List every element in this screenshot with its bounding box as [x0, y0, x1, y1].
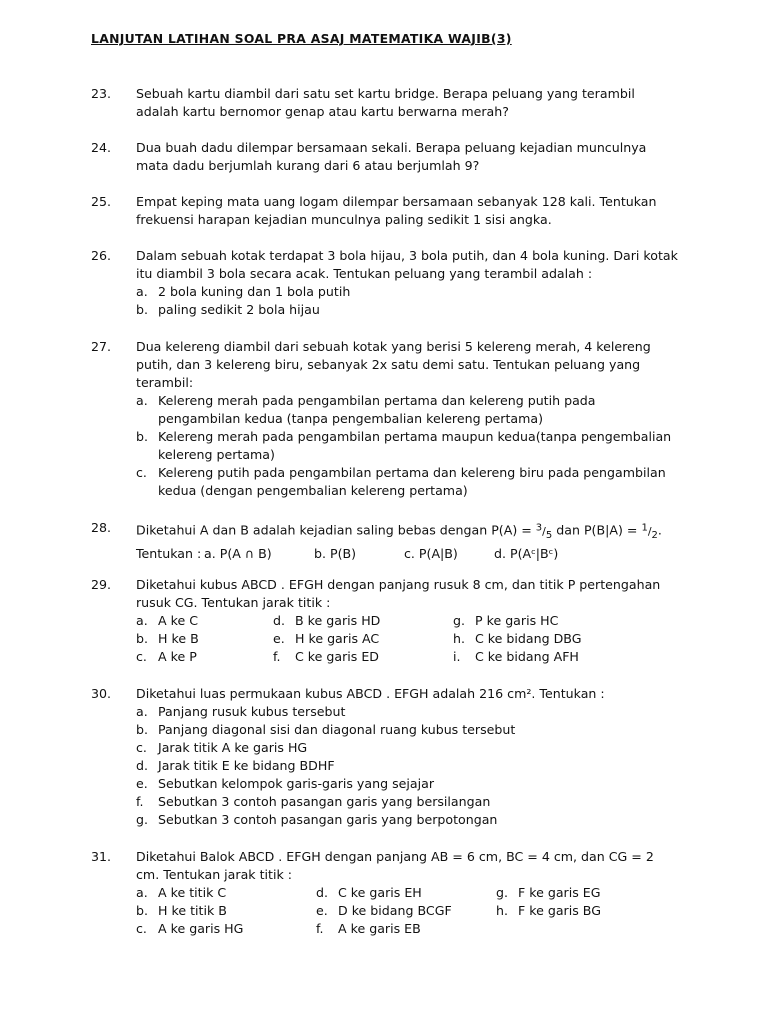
- option-letter: b.: [136, 631, 148, 646]
- option: [136, 811, 681, 829]
- option-letter: b.: [136, 722, 148, 737]
- question-number: 26.: [91, 248, 112, 263]
- option-letter: g.: [136, 812, 148, 827]
- question-text: Dalam sebuah kotak terdapat 3 bola hijau, 3 bola putih, dan 4 bola kuning. Dari kotak itu diambil 3 bola secara acak. Tentukan peluang yang terambil adalah :: [136, 248, 678, 281]
- fraction-denominator: 5: [545, 529, 553, 541]
- question-text: Diketahui kubus ABCD . EFGH dengan panjang rusuk 8 cm, dan titik P pertengahan rusuk CG. Tentukan jarak titik :: [136, 577, 661, 610]
- option-letter: h.: [496, 903, 508, 918]
- sub-part: c. P(A|B): [404, 545, 458, 561]
- option: [136, 630, 273, 648]
- question-number: 23.: [91, 86, 112, 101]
- option: [136, 739, 681, 757]
- page-title: LANJUTAN LATIHAN SOAL PRA ASAJ MATEMATIKA WAJIB(3): [91, 31, 512, 46]
- question-number: 29.: [91, 577, 112, 592]
- question-number: 27.: [91, 339, 112, 354]
- option-letter: a.: [136, 284, 148, 299]
- question-text: Dua buah dadu dilempar bersamaan sekali. Berapa peluang kejadian munculnya mata dadu berjumlah kurang dari 6 atau berjumlah 9?: [136, 140, 647, 173]
- question-30: [91, 685, 681, 829]
- option: [453, 630, 623, 648]
- option: [136, 612, 273, 630]
- question-26: [91, 247, 681, 319]
- question-31: [91, 848, 681, 938]
- question-number: 31.: [91, 849, 112, 864]
- option: [136, 648, 273, 666]
- option-letter: d.: [136, 758, 148, 773]
- option-letter: b.: [136, 302, 148, 317]
- options-grid: [136, 884, 681, 938]
- question-27: [91, 338, 681, 500]
- sub-part: d. P(Aᶜ|Bᶜ): [494, 545, 559, 561]
- option: [136, 920, 316, 938]
- option: [136, 392, 681, 428]
- option-letter: h.: [453, 631, 465, 646]
- option: [316, 884, 496, 902]
- option-empty: [496, 920, 666, 938]
- sub-parts: [136, 545, 681, 563]
- option: [136, 283, 681, 301]
- sub-part: b. P(B): [314, 545, 357, 561]
- option-text: A ke titik C: [158, 885, 227, 900]
- option-letter: a.: [136, 393, 148, 408]
- option: [136, 757, 681, 775]
- option: [273, 612, 453, 630]
- option: [136, 721, 681, 739]
- fraction: $^1/_2$: [641, 522, 658, 541]
- option-text: C ke garis ED: [295, 649, 379, 664]
- option-text: paling sedikit 2 bola hijau: [158, 302, 320, 317]
- option: [136, 703, 681, 721]
- fraction-numerator: 3: [535, 522, 543, 533]
- option: [136, 775, 681, 793]
- option-text: F ke garis EG: [518, 885, 601, 900]
- option-text: Kelereng merah pada pengambilan pertama dan kelereng putih pada pengambilan kedua (tanpa pengembalian kelereng pertama): [158, 393, 596, 426]
- option: [273, 648, 453, 666]
- sub-parts-label: Tentukan :: [136, 545, 202, 561]
- option-text: H ke titik B: [158, 903, 227, 918]
- option: [496, 902, 666, 920]
- option-text: Sebutkan 3 contoh pasangan garis yang bersilangan: [158, 794, 491, 809]
- question-28: [91, 519, 681, 563]
- question-25: [91, 193, 681, 229]
- option-letter: a.: [136, 613, 148, 628]
- question-number: 25.: [91, 194, 112, 209]
- question-number: 30.: [91, 686, 112, 701]
- option-letter: c.: [136, 740, 147, 755]
- option-text: Sebutkan 3 contoh pasangan garis yang berpotongan: [158, 812, 498, 827]
- option: [273, 630, 453, 648]
- option-letter: e.: [316, 903, 328, 918]
- option-text: Sebutkan kelompok garis-garis yang sejajar: [158, 776, 435, 791]
- question-text: Dua kelereng diambil dari sebuah kotak yang berisi 5 kelereng merah, 4 kelereng putih, dan 3 kelereng biru, sebanyak 2x satu demi satu. Tentukan peluang yang terambil:: [136, 339, 651, 390]
- sub-part: a. P(A ∩ B): [204, 545, 272, 561]
- option-letter: f.: [273, 649, 281, 664]
- option-letter: f.: [136, 794, 144, 809]
- option-text: P ke garis HC: [475, 613, 559, 628]
- option: [136, 301, 681, 319]
- option-text: C ke bidang AFH: [475, 649, 579, 664]
- option-text: A ke garis EB: [338, 921, 421, 936]
- option-letter: [496, 920, 518, 938]
- question-text: Empat keping mata uang logam dilempar bersamaan sebanyak 128 kali. Tentukan frekuensi harapan kejadian munculnya paling sedikit 1 sisi angka.: [136, 194, 657, 227]
- option-letter: e.: [273, 631, 285, 646]
- option-letter: a.: [136, 704, 148, 719]
- question-29: [91, 576, 681, 666]
- option-text: Panjang diagonal sisi dan diagonal ruang kubus tersebut: [158, 722, 516, 737]
- question-text: [136, 519, 681, 545]
- option: [453, 648, 623, 666]
- text-segment: Diketahui A dan B adalah kejadian saling bebas dengan P(A) =: [136, 522, 536, 538]
- option-letter: g.: [496, 885, 508, 900]
- option-letter: i.: [453, 649, 461, 664]
- option-text: D ke bidang BCGF: [338, 903, 452, 918]
- option-letter: a.: [136, 885, 148, 900]
- option: [316, 920, 496, 938]
- option-letter: b.: [136, 429, 148, 444]
- option-letter: c.: [136, 921, 147, 936]
- question-24: [91, 139, 681, 175]
- option-text: A ke P: [158, 649, 197, 664]
- question-text: Diketahui luas permukaan kubus ABCD . EFGH adalah 216 cm². Tentukan :: [136, 686, 605, 701]
- option-text: Kelereng merah pada pengambilan pertama maupun kedua(tanpa pengembalian kelereng pertama): [158, 429, 672, 462]
- option: [453, 612, 623, 630]
- option-text: A ke C: [158, 613, 199, 628]
- fraction: $^3/_5$: [535, 522, 553, 541]
- option: [136, 902, 316, 920]
- option-letter: d.: [316, 885, 328, 900]
- option-text: H ke B: [158, 631, 199, 646]
- question-text: Diketahui Balok ABCD . EFGH dengan panjang AB = 6 cm, BC = 4 cm, dan CG = 2 cm. Tentukan jarak titik :: [136, 849, 654, 882]
- option-letter: g.: [453, 613, 465, 628]
- option-text: H ke garis AC: [295, 631, 380, 646]
- option-text: F ke garis BG: [518, 903, 601, 918]
- question-number: 28.: [91, 520, 112, 535]
- text-segment: .: [657, 522, 662, 538]
- fraction-numerator: 1: [641, 522, 648, 533]
- option-text: 2 bola kuning dan 1 bola putih: [158, 284, 351, 299]
- option-text: C ke bidang DBG: [475, 631, 582, 646]
- question-number: 24.: [91, 140, 112, 155]
- option: [136, 884, 316, 902]
- option-letter: e.: [136, 776, 148, 791]
- option-letter: c.: [136, 649, 147, 664]
- option: [316, 902, 496, 920]
- option-letter: f.: [316, 921, 324, 936]
- option: [136, 793, 681, 811]
- option-text: A ke garis HG: [158, 921, 244, 936]
- option-text: Kelereng putih pada pengambilan pertama dan kelereng biru pada pengambilan kedua (dengan pengembalian kelereng pertama): [158, 465, 666, 498]
- question-23: [91, 85, 681, 121]
- option-letter: c.: [136, 465, 147, 480]
- option-letter: d.: [273, 613, 285, 628]
- options-grid: [136, 612, 681, 666]
- option-text: B ke garis HD: [295, 613, 381, 628]
- option-text: C ke garis EH: [338, 885, 422, 900]
- option: [136, 428, 681, 464]
- option: [136, 464, 681, 500]
- option: [496, 884, 666, 902]
- option-text: Jarak titik E ke bidang BDHF: [158, 758, 335, 773]
- option-letter: b.: [136, 903, 148, 918]
- question-text: Sebuah kartu diambil dari satu set kartu bridge. Berapa peluang yang terambil adalah kartu bernomor genap atau kartu berwarna merah?: [136, 86, 635, 119]
- text-segment: dan P(B|A) =: [552, 522, 642, 538]
- fraction-denominator: 2: [651, 529, 658, 541]
- option-text: Panjang rusuk kubus tersebut: [158, 704, 346, 719]
- option-text: Jarak titik A ke garis HG: [158, 740, 308, 755]
